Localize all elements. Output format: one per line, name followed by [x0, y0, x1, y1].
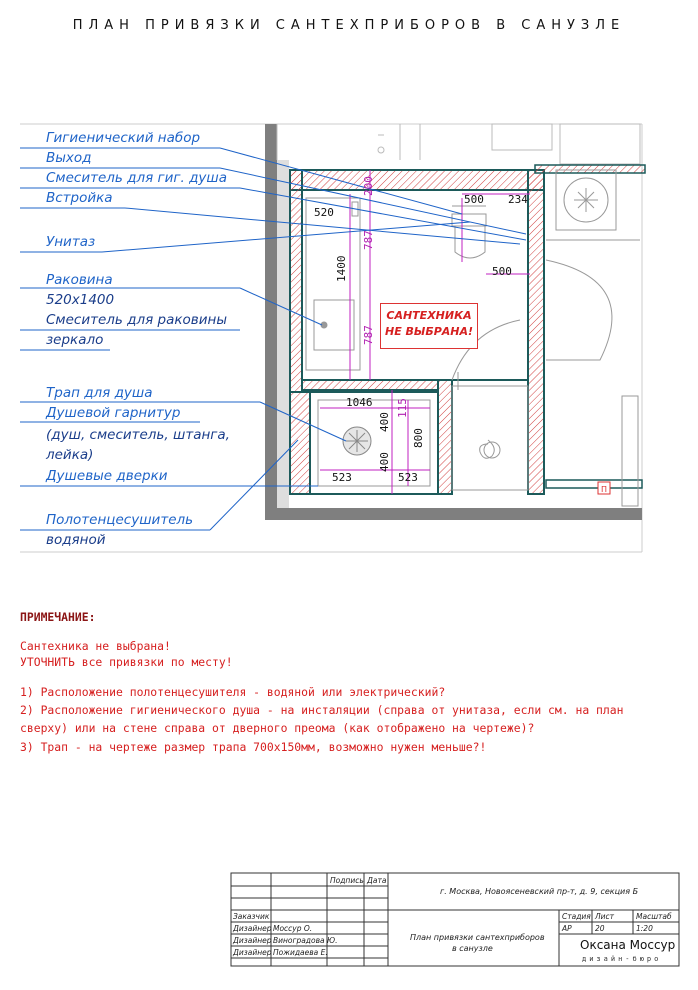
- label-hygienic-mixer: Смеситель для гиг. душа: [46, 170, 228, 186]
- stamp-designer-1-role: Дизайнер: [233, 924, 272, 933]
- stamp-scale-label: Масштаб: [636, 912, 672, 921]
- stamp-stage-label: Стадия: [562, 912, 591, 921]
- notes-line-4: 2) Расположение гигиенического душа - на инсталяции (справа от унитаза, если см. на план: [20, 703, 624, 717]
- label-sink: Раковина: [46, 272, 113, 288]
- dim-800: 800: [412, 428, 425, 448]
- label-sink-size: 520х1400: [46, 292, 115, 308]
- label-shower-set-detail-1: (душ, смеситель, штанга,: [46, 427, 230, 443]
- dim-523-right: 523: [398, 471, 418, 484]
- dim-520: 520: [314, 206, 334, 219]
- label-shower-set: Душевой гарнитур: [46, 405, 181, 421]
- label-sink-mixer: Смеситель для раковины: [46, 312, 228, 328]
- label-shower-doors: Душевые дверки: [46, 468, 168, 484]
- stamp-designer-2-name: Виноградова Ю.: [273, 936, 338, 945]
- logo-subtitle: дизайн-бюро: [582, 955, 662, 963]
- dim-500-right: 500: [492, 265, 512, 278]
- label-built-in: Встройка: [46, 190, 113, 206]
- dim-1046: 1046: [346, 396, 373, 409]
- stamp-designer-3-name: Пожидаева Е.: [273, 948, 328, 957]
- dim-523-left: 523: [332, 471, 352, 484]
- stamp-designer-1-name: Моссур О.: [273, 924, 313, 933]
- label-towel-dryer-type: водяной: [46, 532, 106, 548]
- socket-mark-label: П: [601, 485, 608, 494]
- dim-500-top: 500: [464, 193, 484, 206]
- notes-line-3: 1) Расположение полотенцесушителя - водяной или электрический?: [20, 685, 446, 699]
- stamp-scale: 1:20: [636, 924, 653, 933]
- dim-787-top: 787: [362, 230, 375, 250]
- dim-787-bottom: 787: [362, 325, 375, 345]
- label-hygienic-set: Гигиенический набор: [46, 130, 201, 146]
- label-towel-dryer: Полотенцесушитель: [46, 512, 194, 528]
- stamp-sheet: 20: [595, 924, 605, 933]
- label-shower-set-detail-2: лейка): [46, 447, 94, 463]
- notes-line-2: УТОЧНИТЬ все привязки по месту!: [20, 655, 233, 669]
- label-toilet: Унитаз: [46, 234, 96, 250]
- page-title: ПЛАН ПРИВЯЗКИ САНТЕХПРИБОРОВ В САНУЗЛЕ: [72, 18, 626, 33]
- stamp-client: Заказчик: [233, 912, 270, 921]
- label-drain: Трап для душа: [46, 385, 153, 401]
- dim-234: 234: [508, 193, 528, 206]
- stamp-date: Дата: [367, 876, 387, 885]
- warning-line-2: НЕ ВЫБРАНА!: [384, 325, 474, 338]
- dim-400-bottom: 400: [378, 452, 391, 472]
- stamp-designer-3-role: Дизайнер: [233, 948, 272, 957]
- stamp-address: г. Москва, Новоясеневский пр-т, д. 9, секция Б: [440, 887, 639, 896]
- dim-115: 115: [396, 398, 409, 418]
- stamp-sheet-title-1: План привязки сантехприборов: [410, 933, 545, 942]
- warning-box: [380, 303, 478, 349]
- stamp-sheet-label: Лист: [595, 912, 615, 921]
- notes-line-6: 3) Трап - на чертеже размер трапа 700х150мм, возможно нужен меньше?!: [20, 740, 487, 754]
- dim-200: 200: [362, 176, 375, 196]
- sink-counter: [306, 198, 360, 370]
- dim-1400: 1400: [335, 255, 348, 282]
- notes-title: ПРИМЕЧАНИЕ:: [20, 610, 96, 624]
- notes-line-1: Сантехника не выбрана!: [20, 639, 171, 653]
- label-mirror: зеркало: [46, 332, 104, 348]
- logo-name: Оксана Моссур: [580, 938, 676, 952]
- stamp-designer-2-role: Дизайнер: [233, 936, 272, 945]
- dim-400-top: 400: [378, 412, 391, 432]
- stamp-sheet-title-2: в санузле: [452, 944, 493, 953]
- stamp-stage: АР: [562, 924, 572, 933]
- notes-line-5: сверху) или на стене справа от дверного преома (как отображено на чертеже)?: [20, 721, 535, 735]
- stamp-signature: Подпись: [330, 876, 364, 885]
- label-exit: Выход: [46, 150, 92, 166]
- warning-line-1: САНТЕХНИКА: [386, 309, 472, 322]
